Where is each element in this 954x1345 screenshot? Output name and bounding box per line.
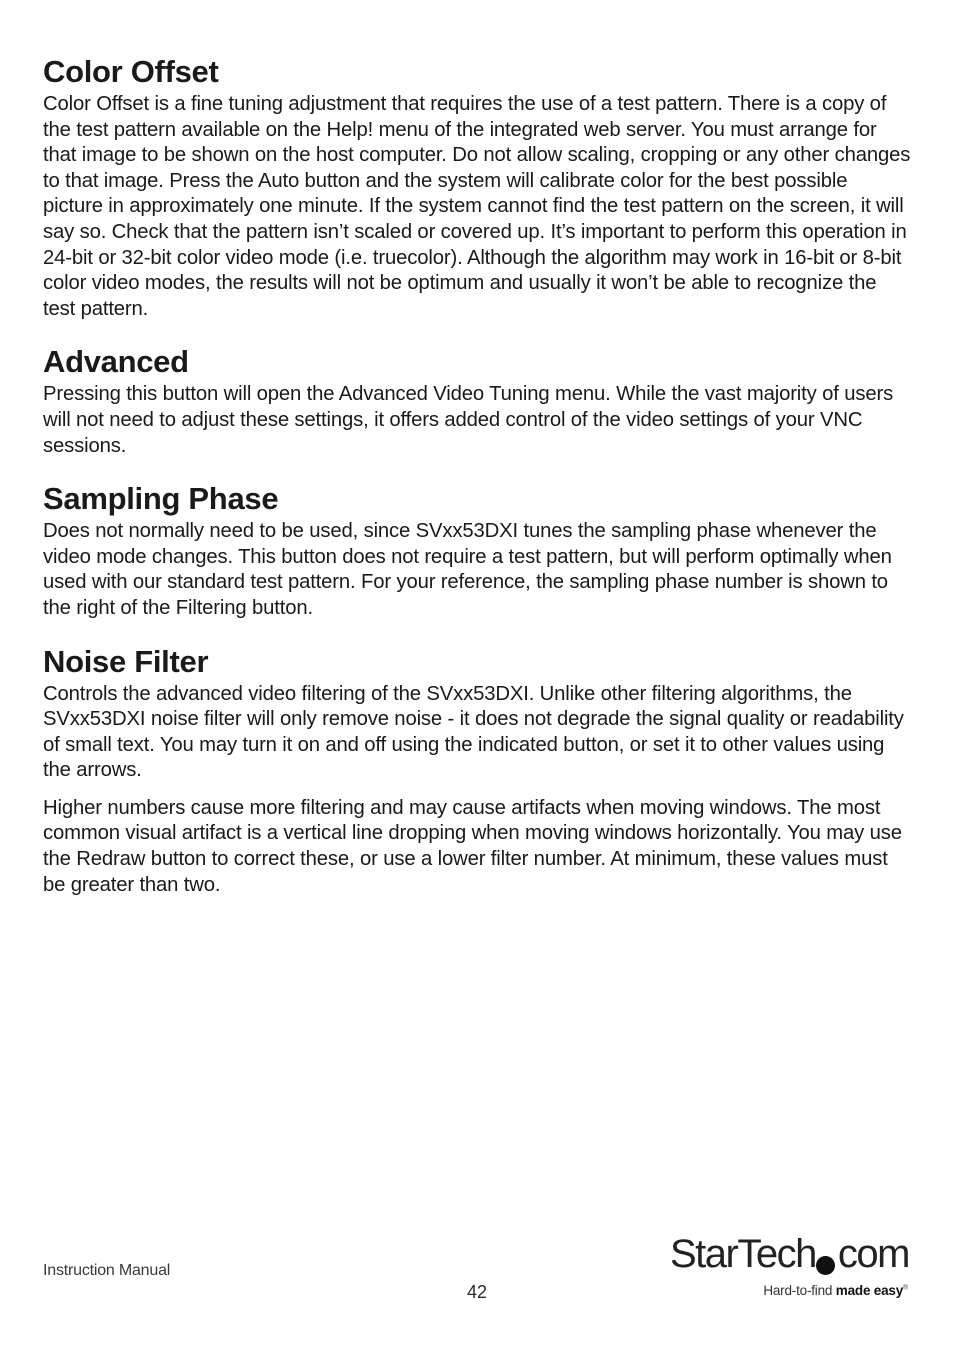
- section-paragraph: Does not normally need to be used, since SVxx53DXI tunes the sampling phase whenever the video mode changes. This button does not require a test pattern, but will perform optimally when used with our standard test pattern. For your reference, the sampling phase number is shown to the right of the Filtering button.: [43, 520, 892, 619]
- logo-tagline-bold: made easy: [835, 1283, 904, 1298]
- logo-wordmark-right: com: [837, 1232, 909, 1276]
- section-heading: Noise Filter: [43, 643, 209, 679]
- section-paragraph: Pressing this button will open the Advanced Video Tuning menu. While the vast majority of users will not need to adjust these settings, it offers added control of the video settings of your VNC sessions.: [43, 383, 894, 457]
- section-paragraph: Color Offset is a fine tuning adjustment that requires the use of a test pattern. There is a copy of the test pattern available on the Help! menu of the integrated web server. You must arrange for that image to be shown on the host computer. Do not allow scaling, cropping or any other changes to that image. Press the Auto button and the system will calibrate color for the best possible picture in approximately one minute. If the system cannot find the test pattern on the screen, it will say so. Check that the pattern isn’t scaled or covered up. It’s important to perform this operation in 24-bit or 32-bit color video mode (i.e. truecolor). Although the algorithm may work in 16-bit or 8-bit color video modes, the results will not be optimum and usually it won’t be able to recognize the test pattern.: [43, 93, 911, 320]
- section-heading: Color Offset: [43, 54, 219, 89]
- logo-dot-icon: [816, 1256, 835, 1275]
- logo-tagline: [763, 1283, 908, 1298]
- logo-tagline-light: Hard-to-find: [763, 1283, 833, 1298]
- page-content: [43, 52, 911, 918]
- section-sampling-phase: [43, 479, 911, 621]
- registered-mark: ®: [903, 1284, 908, 1292]
- logo-wordmark: [670, 1232, 909, 1276]
- startech-logo: [670, 1232, 912, 1304]
- section-paragraph: Controls the advanced video filtering of the SVxx53DXI. Unlike other filtering algorithms, the SVxx53DXI noise filter will only remove noise - it does not degrade the signal quality or readability of small text. You may turn it on and off using the indicated button, or set it to other values using the arrows.: [43, 682, 904, 782]
- logo-wordmark-left: StarTech: [670, 1232, 816, 1276]
- footer-label: Instruction Manual: [43, 1262, 171, 1279]
- section-noise-filter: [43, 642, 911, 899]
- section-heading: Sampling Phase: [43, 481, 279, 517]
- section-advanced: [43, 342, 911, 459]
- section-color-offset: [43, 52, 911, 322]
- section-paragraph: Higher numbers cause more filtering and may cause artifacts when moving windows. The most common visual artifact is a vertical line dropping when moving windows horizontally. You may use the Redraw button to correct these, or use a lower filter number. At minimum, these values must be greater than two.: [43, 796, 902, 896]
- section-heading: Advanced: [43, 344, 189, 380]
- page-number: 42: [466, 1282, 488, 1302]
